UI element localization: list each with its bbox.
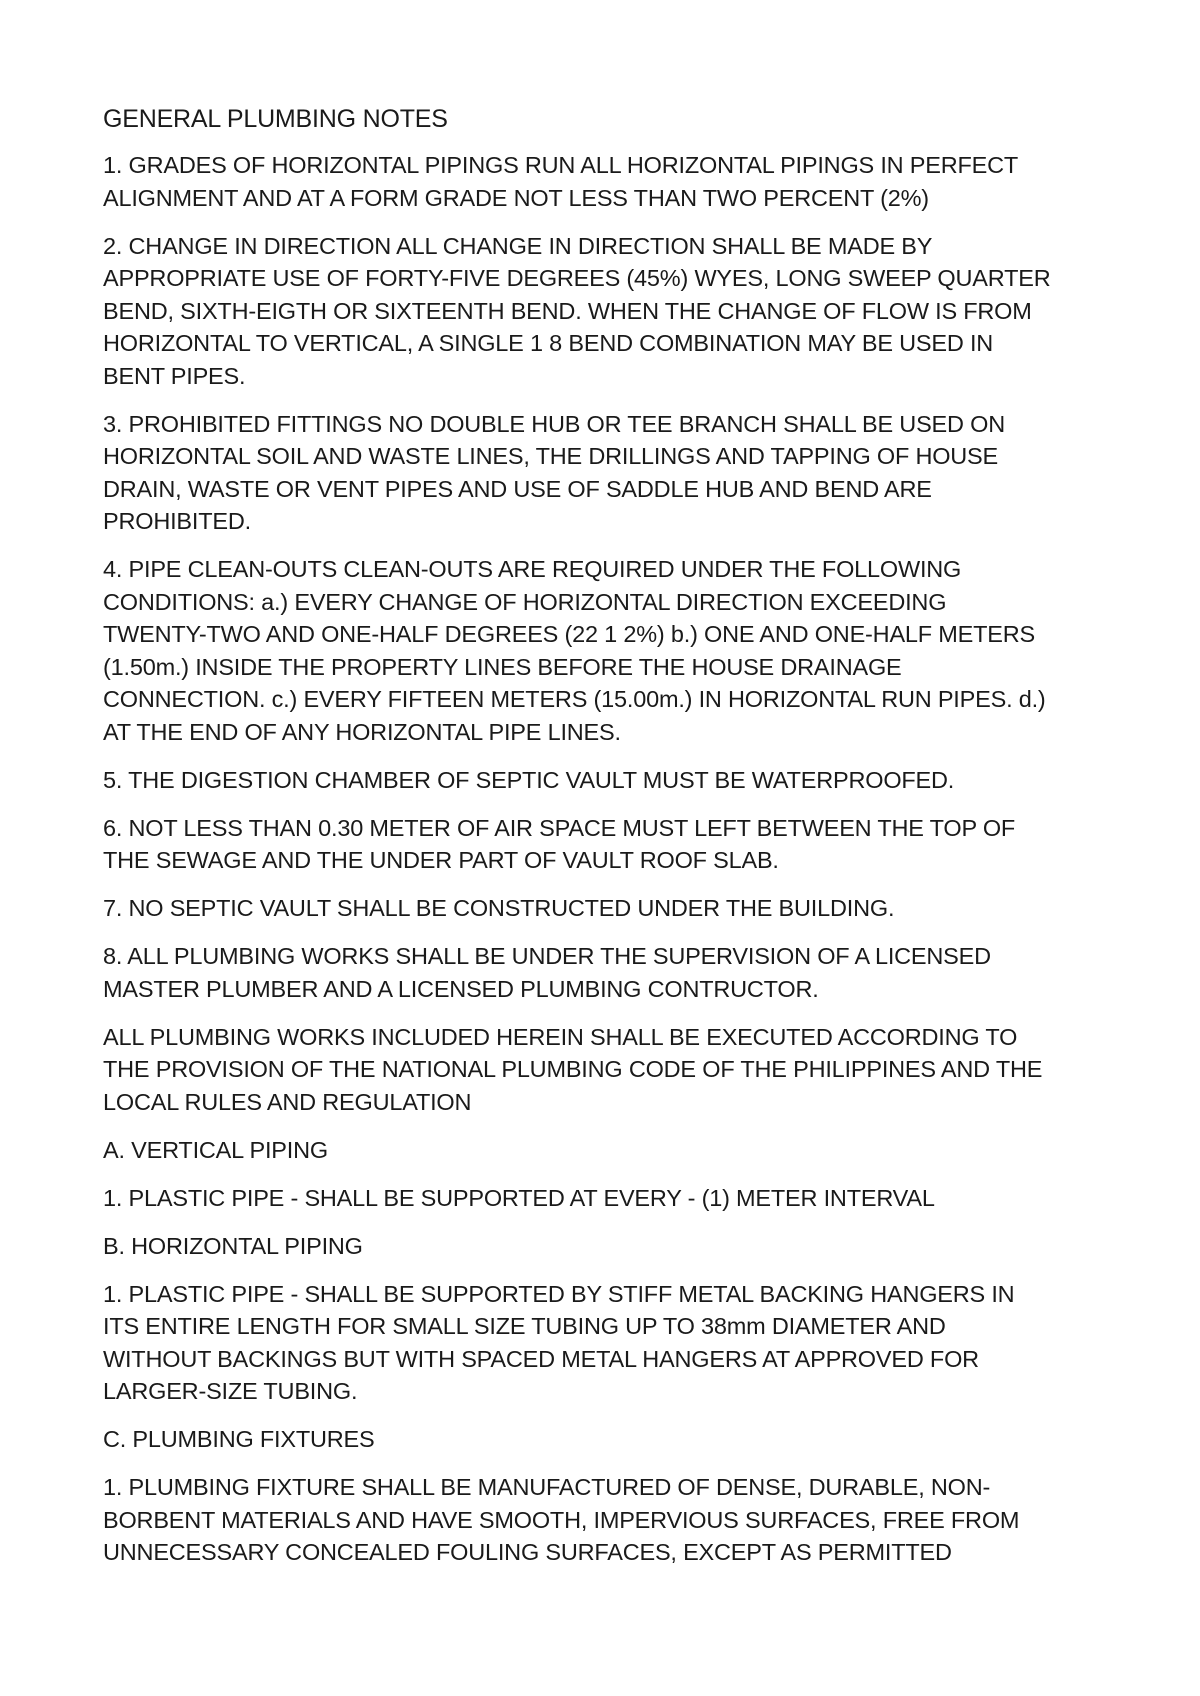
note-line: HORIZONTAL TO VERTICAL, A SINGLE 1 8 BEND COMBINATION MAY BE USED IN — [103, 330, 994, 356]
note-line: ITS ENTIRE LENGTH FOR SMALL SIZE TUBING UP TO 38mm DIAMETER AND — [103, 1313, 946, 1339]
note-line: BENT PIPES. — [103, 362, 246, 389]
document-title: GENERAL PLUMBING NOTES — [103, 105, 448, 133]
note-paragraph — [103, 940, 1103, 1005]
note-line: 6. NOT LESS THAN 0.30 METER OF AIR SPACE MUST LEFT BETWEEN THE TOP OF — [103, 814, 1016, 841]
note-line: LOCAL RULES AND REGULATION — [103, 1088, 472, 1115]
note-line: BORBENT MATERIALS AND HAVE SMOOTH, IMPERVIOUS SURFACES, FREE FROM — [103, 1506, 1020, 1533]
note-line: HORIZONTAL SOIL AND WASTE LINES, THE DRILLINGS AND TAPPING OF HOUSE — [103, 443, 999, 469]
note-paragraph — [103, 1182, 1103, 1215]
note-line: CONDITIONS: a.) EVERY CHANGE OF HORIZONTAL DIRECTION EXCEEDING — [103, 588, 947, 615]
note-paragraph — [103, 764, 1103, 797]
note-line: 5. THE DIGESTION CHAMBER OF SEPTIC VAULT MUST BE WATERPROOFED. — [103, 766, 955, 793]
note-paragraph — [103, 1230, 1103, 1263]
note-line: THE PROVISION OF THE NATIONAL PLUMBING CODE OF THE PHILIPPINES AND THE — [103, 1056, 1043, 1082]
note-line: 1. PLUMBING FIXTURE SHALL BE MANUFACTURED OF DENSE, DURABLE, NON- — [103, 1474, 991, 1500]
note-paragraph — [103, 1278, 1103, 1408]
note-paragraph — [103, 1134, 1103, 1167]
note-paragraph — [103, 1471, 1103, 1569]
note-paragraph — [103, 1021, 1103, 1119]
note-line: ALIGNMENT AND AT A FORM GRADE NOT LESS THAN TWO PERCENT (2%) — [103, 184, 929, 211]
note-paragraph — [103, 230, 1103, 393]
notes-body — [103, 149, 1103, 1569]
note-line: 3. PROHIBITED FITTINGS NO DOUBLE HUB OR TEE BRANCH SHALL BE USED ON — [103, 410, 1005, 437]
note-paragraph — [103, 149, 1103, 214]
document-page — [103, 103, 1103, 1584]
note-line: THE SEWAGE AND THE UNDER PART OF VAULT ROOF SLAB. — [103, 847, 779, 873]
note-line: TWENTY-TWO AND ONE-HALF DEGREES (22 1 2%) b.) ONE AND ONE-HALF METERS — [103, 621, 1036, 647]
note-line: 1. PLASTIC PIPE - SHALL BE SUPPORTED BY STIFF METAL BACKING HANGERS IN — [103, 1280, 1015, 1307]
note-line: LARGER-SIZE TUBING. — [103, 1378, 358, 1404]
note-line: BEND, SIXTH-EIGTH OR SIXTEENTH BEND. WHEN THE CHANGE OF FLOW IS FROM — [103, 297, 1032, 324]
note-line: 8. ALL PLUMBING WORKS SHALL BE UNDER THE SUPERVISION OF A LICENSED — [103, 943, 991, 969]
note-paragraph — [103, 553, 1103, 748]
note-line: PROHIBITED. — [103, 508, 251, 534]
note-line: APPROPRIATE USE OF FORTY-FIVE DEGREES (45%) WYES, LONG SWEEP QUARTER — [103, 265, 1051, 291]
note-line: C. PLUMBING FIXTURES — [103, 1426, 375, 1452]
note-line: WITHOUT BACKINGS BUT WITH SPACED METAL HANGERS AT APPROVED FOR — [103, 1345, 979, 1372]
note-line: 1. PLASTIC PIPE - SHALL BE SUPPORTED AT EVERY - (1) METER INTERVAL — [103, 1184, 935, 1211]
note-line: AT THE END OF ANY HORIZONTAL PIPE LINES. — [103, 718, 621, 745]
note-line: UNNECESSARY CONCEALED FOULING SURFACES, EXCEPT AS PERMITTED — [103, 1539, 952, 1565]
note-line: (1.50m.) INSIDE THE PROPERTY LINES BEFORE THE HOUSE DRAINAGE — [103, 653, 902, 680]
note-line: B. HORIZONTAL PIPING — [103, 1232, 363, 1259]
note-line: A. VERTICAL PIPING — [103, 1136, 328, 1163]
note-line: CONNECTION. c.) EVERY FIFTEEN METERS (15.00m.) IN HORIZONTAL RUN PIPES. d.) — [103, 686, 1046, 712]
note-line: ALL PLUMBING WORKS INCLUDED HEREIN SHALL BE EXECUTED ACCORDING TO — [103, 1023, 1018, 1050]
note-paragraph — [103, 1423, 1103, 1456]
note-line: MASTER PLUMBER AND A LICENSED PLUMBING CONTRUCTOR. — [103, 975, 819, 1002]
note-line: 7. NO SEPTIC VAULT SHALL BE CONSTRUCTED UNDER THE BUILDING. — [103, 895, 895, 921]
note-line: DRAIN, WASTE OR VENT PIPES AND USE OF SADDLE HUB AND BEND ARE — [103, 475, 932, 502]
note-line: 2. CHANGE IN DIRECTION ALL CHANGE IN DIRECTION SHALL BE MADE BY — [103, 232, 933, 259]
note-paragraph — [103, 812, 1103, 877]
note-paragraph — [103, 408, 1103, 538]
note-line: 1. GRADES OF HORIZONTAL PIPINGS RUN ALL HORIZONTAL PIPINGS IN PERFECT — [103, 152, 1019, 178]
note-line: 4. PIPE CLEAN-OUTS CLEAN-OUTS ARE REQUIRED UNDER THE FOLLOWING — [103, 556, 962, 582]
note-paragraph — [103, 892, 1103, 925]
